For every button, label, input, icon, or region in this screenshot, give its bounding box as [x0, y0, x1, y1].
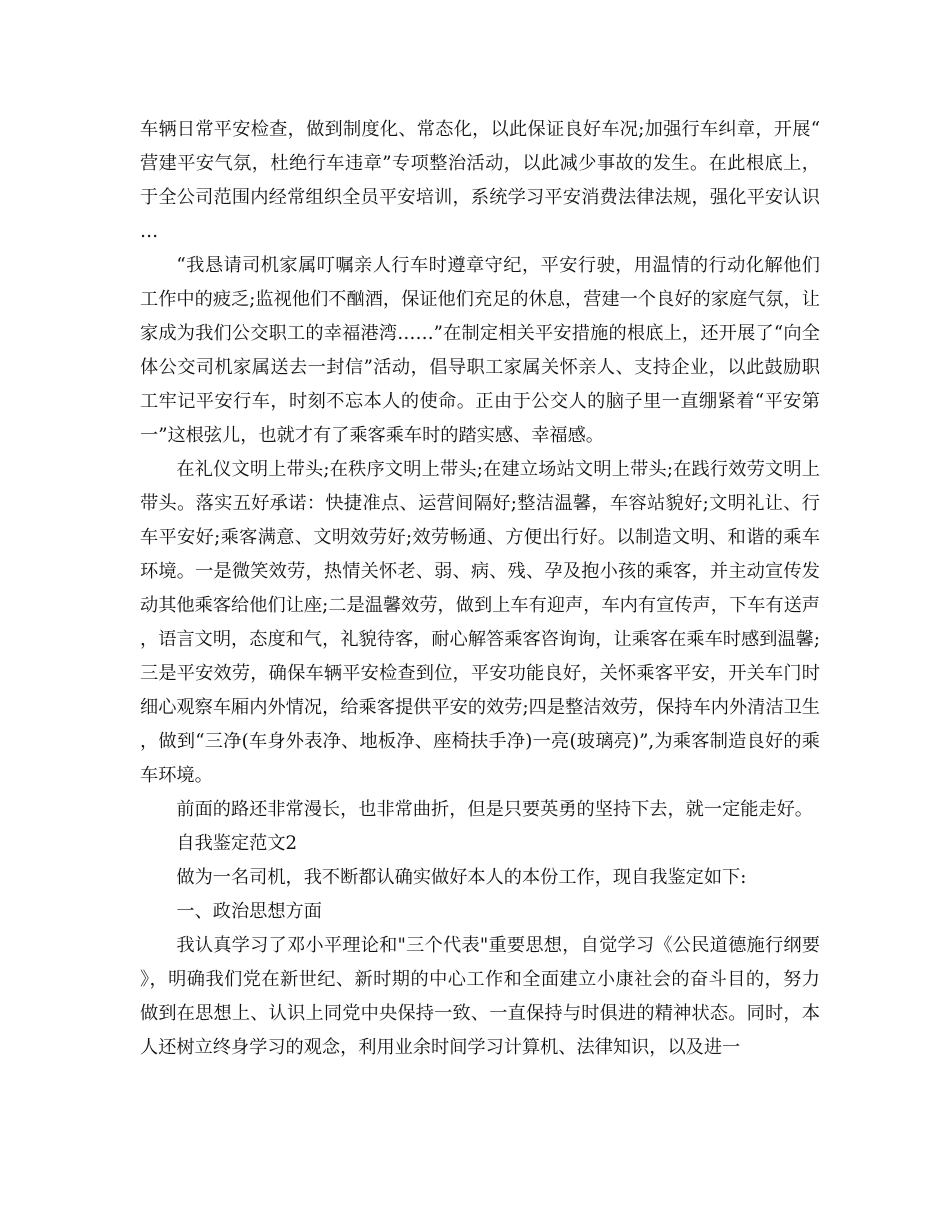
- paragraph-civility: 在礼仪文明上带头;在秩序文明上带头;在建立场站文明上带头;在践行效劳文明上带头。落实五好承诺：快捷准点、运营间隔好;整洁温馨，车容站貌好;文明礼让、行车平安好;乘客满意、文明效劳好;效劳畅通、方便出行好。以制造文明、和谐的乘车环境。一是微笑效劳，热情关怀老、弱、病、残、孕及抱小孩的乘客，并主动宣传发动其他乘客给他们让座;二是温馨效劳，做到上车有迎声，车内有宣传声，下车有送声，语言文明，态度和气，礼貌待客，耐心解答乘客咨询询，让乘客在乘车时感到温馨;三是平安效劳，确保车辆平安检查到位，平安功能良好，关怀乘客平安，开关车门时细心观察车厢内外情况，给乘客提供平安的效劳;四是整洁效劳，保持车内外清洁卫生，做到“三净(车身外表净、地板净、座椅扶手净)一亮(玻璃亮)”,为乘客制造良好的乘车环境。: [140, 459, 820, 786]
- paragraph-family-letter: “我恳请司机家属叮嘱亲人行车时遵章守纪，平安行驶，用温情的行动化解他们工作中的疲乏;监视他们不酗酒，保证他们充足的休息，营建一个良好的家庭气氛，让家成为我们公交职工的幸福港湾……”在制定相关平安措施的根底上，还开展了“向全体公交司机家属送去一封信”活动，倡导职工家属关怀亲人、支持企业，以此鼓励职工牢记平安行车，时刻不忘本人的使命。正由于公交人的脑子里一直绷紧着“平安第一”这根弦儿，也就才有了乘客乘车时的踏实感、幸福感。: [140, 255, 820, 446]
- document-body: [140, 113, 820, 1065]
- paragraph-continuation: 车辆日常平安检查，做到制度化、常态化，以此保证良好车况;加强行车纠章，开展“营建平安气氛，杜绝行车违章”专项整治活动，以此减少事故的发生。在此根底上，于全公司范围内经常组织全员平安培训，系统学习平安消费法律法规，强化平安认识…: [140, 119, 820, 242]
- subsection-title: 一、政治思想方面: [176, 901, 322, 922]
- paragraph-intro: 做为一名司机，我不断都认确实做好本人的本份工作，现自我鉴定如下:: [176, 867, 747, 888]
- section-title: 自我鉴定范文2: [176, 833, 298, 854]
- paragraph-closing: 前面的路还非常漫长，也非常曲折，但是只要英勇的坚持下去，就一定能走好。: [176, 799, 813, 820]
- paragraph-political: 我认真学习了邓小平理论和"三个代表"重要思想，自觉学习《公民道德施行纲要》，明确我们党在新世纪、新时期的中心工作和全面建立小康社会的奋斗目的，努力做到在思想上、认识上同党中央保持一致、一直保持与时俱进的精神状态。同时，本人还树立终身学习的观念，利用业余时间学习计算机、法律知识，以及进一: [140, 935, 820, 1058]
